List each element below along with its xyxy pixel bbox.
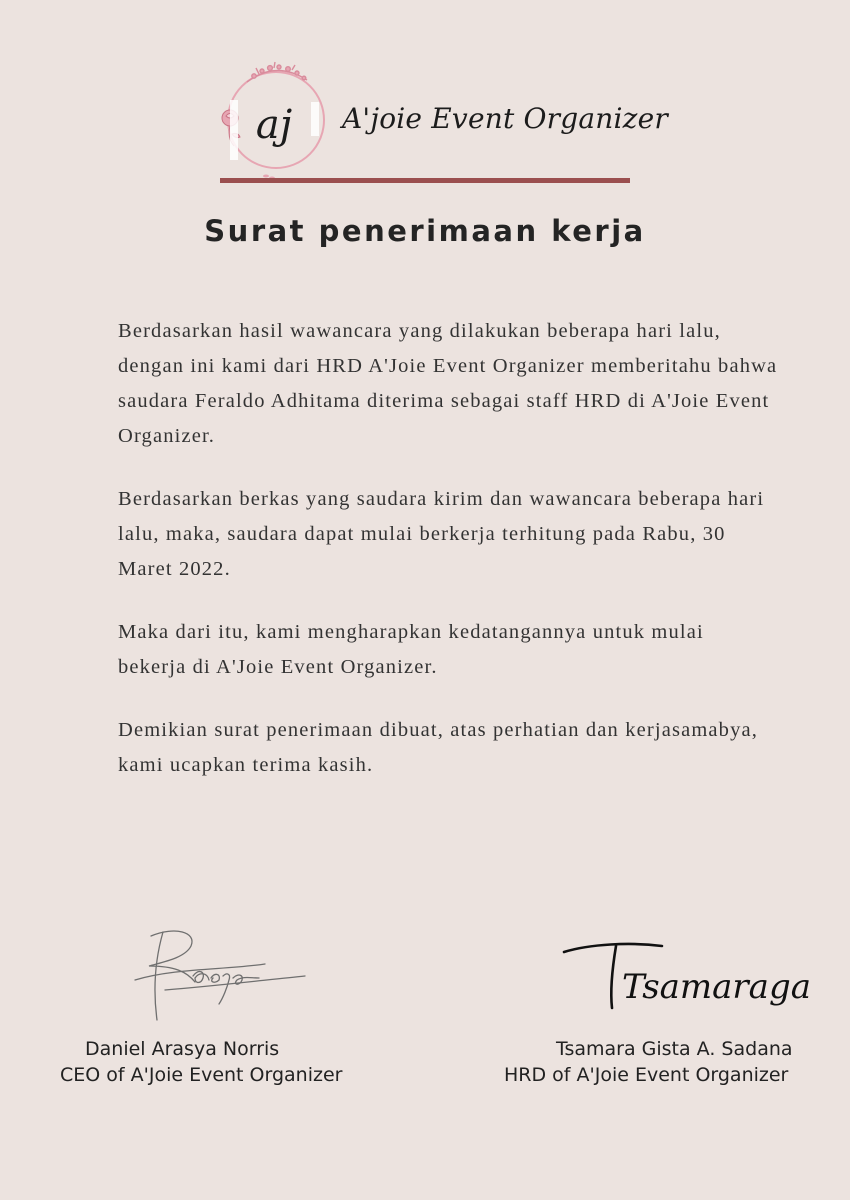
paragraph-4: Demikian surat penerimaan dibuat, atas perhatian dan kerjasamabya, kami ucapkan terima kasih.: [118, 719, 758, 776]
brand-name: A'joie Event Organizer: [342, 102, 668, 135]
signer-name-ceo: Daniel Arasya Norris: [85, 1038, 280, 1060]
signature-block-hrd: [490, 930, 830, 1086]
letter-title: Surat penerimaan kerja: [204, 214, 646, 248]
signer-name-hrd: Tsamara Gista A. Sadana: [556, 1038, 793, 1060]
paragraph-3: Maka dari itu, kami mengharapkan kedatangannya untuk mulai bekerja di A'Joie Event Organizer.: [118, 621, 704, 678]
handwritten-signature-ceo: [105, 920, 305, 1030]
letterhead: [0, 0, 850, 190]
signer-role-hrd: HRD of A'Joie Event Organizer: [504, 1064, 789, 1086]
signer-role-ceo: CEO of A'Joie Event Organizer: [60, 1064, 343, 1086]
handwritten-signature-hrd: [550, 930, 811, 1030]
logo-floral-wreath-icon: [212, 58, 337, 183]
signature-hrd-text: Tsamaraga: [622, 967, 811, 1007]
paragraph-1: Berdasarkan hasil wawancara yang dilakukan beberapa hari lalu, dengan ini kami dari HRD A'Joie Event Organizer memberitahu bahwa saudara Feraldo Adhitama diterima sebagai staff HRD di A'Joie Event Organizer.: [118, 320, 778, 447]
signature-block-ceo: [40, 920, 370, 1086]
letter-body: [118, 314, 778, 811]
logo-monogram: aj: [255, 102, 293, 148]
paragraph-2: Berdasarkan berkas yang saudara kirim dan wawancara beberapa hari lalu, maka, saudara dapat mulai berkerja terhitung pada Rabu, 30 Maret 2022.: [118, 488, 765, 580]
header-divider: [220, 178, 630, 183]
